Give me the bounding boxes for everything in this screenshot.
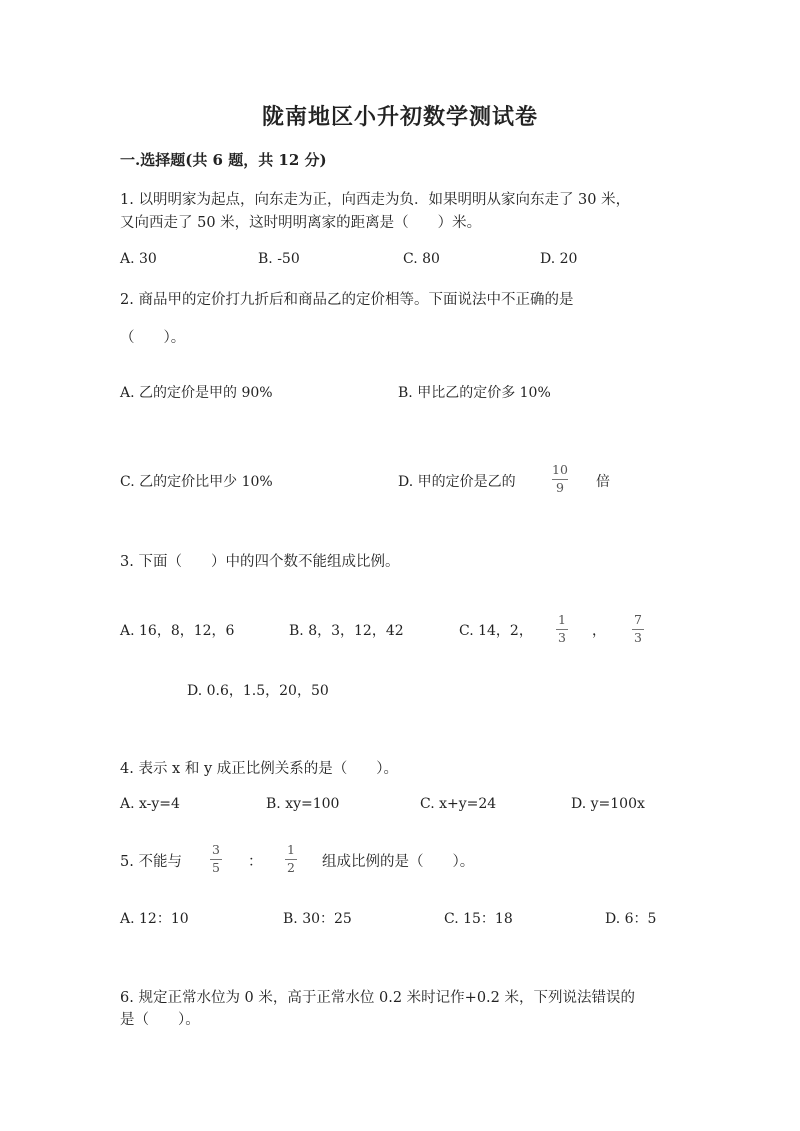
question-4-option-a: A. x-y=4 (120, 796, 180, 812)
question-2-option-d: D. 甲的定价是乙的 (398, 474, 516, 490)
question-3-option-d: D. 0.6，1.5，20，50 (187, 683, 329, 699)
question-4-option-d: D. y=100x (571, 796, 645, 812)
question-3-option-b: B. 8，3，12，42 (289, 623, 404, 639)
fraction-denominator: 5 (212, 859, 220, 875)
question-2-option-a: A. 乙的定价是甲的 90% (120, 385, 273, 401)
fraction-denominator: 9 (555, 479, 564, 495)
fraction-numerator: 1 (287, 842, 295, 857)
question-6-line-2: 是（ ）。 (120, 1012, 200, 1028)
question-2-option-b: B. 甲比乙的定价多 10% (398, 385, 551, 401)
question-1-option-c: C. 80 (403, 251, 440, 267)
question-2-line-1: 2. 商品甲的定价打九折后和商品乙的定价相等。下面说法中不正确的是 (120, 292, 574, 308)
question-4-option-b: B. xy=100 (266, 796, 340, 812)
question-2-option-d-fraction (552, 464, 568, 494)
question-3-line-1: 3. 下面（ ）中的四个数不能组成比例。 (120, 554, 400, 570)
question-5-fraction-1 (210, 844, 222, 874)
question-1-option-a: A. 30 (120, 251, 157, 267)
question-3-option-c-separator: ， (592, 623, 606, 639)
question-3-option-c-fraction-1 (556, 614, 568, 644)
question-2-line-2: （ ）。 (120, 330, 186, 346)
question-3-option-a: A. 16，8，12，6 (120, 623, 235, 639)
question-1-option-b: B. -50 (258, 251, 300, 267)
question-5-option-b: B. 30：25 (283, 911, 352, 927)
question-1-option-d: D. 20 (540, 251, 578, 267)
question-1-line-2: 又向西走了 50 米，这时明明离家的距离是（ ）米。 (120, 215, 482, 231)
fraction-numerator: 10 (552, 462, 568, 477)
question-3-option-c: C. 14，2， (459, 623, 533, 639)
question-5-colon: ： (248, 854, 263, 870)
fraction-numerator: 3 (212, 842, 220, 857)
question-2-option-d-suffix: 倍 (596, 474, 610, 490)
question-4-option-c: C. x+y=24 (420, 796, 497, 812)
question-5-option-c: C. 15：18 (444, 911, 513, 927)
question-6-line-1: 6. 规定正常水位为 0 米，高于正常水位 0.2 米时记作+0.2 米，下列说法错误的 (120, 990, 635, 1006)
question-5-option-d: D. 6：5 (605, 911, 657, 927)
question-5-prefix: 5. 不能与 (120, 854, 182, 870)
fraction-denominator: 3 (634, 629, 642, 645)
fraction-numerator: 1 (558, 612, 566, 627)
fraction-denominator: 3 (558, 629, 566, 645)
fraction-denominator: 2 (287, 859, 295, 875)
question-4-line-1: 4. 表示 x 和 y 成正比例关系的是（ ）。 (120, 761, 398, 777)
question-1-line-1: 1. 以明明家为起点，向东走为正，向西走为负．如果明明从家向东走了 30 米， (120, 192, 631, 208)
question-5-fraction-2 (285, 844, 297, 874)
question-5-suffix: 组成比例的是（ ）。 (322, 854, 475, 870)
question-3-option-c-fraction-2 (632, 614, 644, 644)
question-2-option-c: C. 乙的定价比甲少 10% (120, 474, 273, 490)
section-heading: 一.选择题(共 6 题，共 12 分) (120, 151, 327, 169)
fraction-numerator: 7 (634, 612, 642, 627)
page-title: 陇南地区小升初数学测试卷 (261, 104, 538, 130)
question-5-option-a: A. 12：10 (120, 911, 189, 927)
